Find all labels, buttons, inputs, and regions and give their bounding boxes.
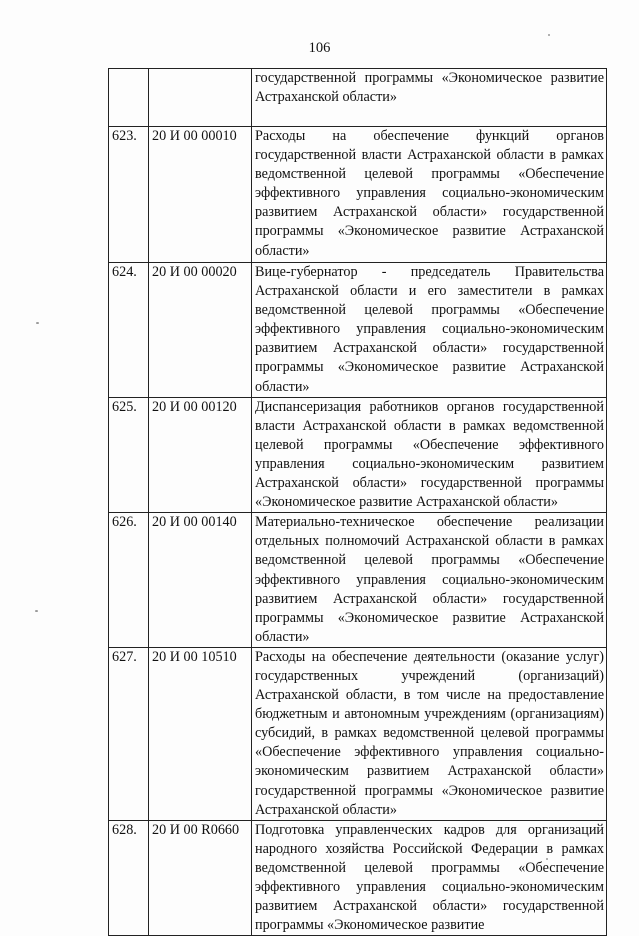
row-number: 625.: [109, 397, 149, 513]
table-row: [109, 69, 607, 127]
table-row: [109, 513, 607, 648]
row-description: Расходы на обеспечение деятельности (оказание услуг) государственных учреждений (организаций) Астраханской области, в том числе на предоставление бюджетным и автономным учреждениям (организациям) субсидий, в рамках ведомственной целевой программы «Обеспечение эффективного управления социально-экономическим развитием Астраханской области» государственной программы «Экономическое развитие Астраханской области»: [252, 647, 607, 820]
row-code: 20 И 00 00010: [149, 127, 252, 263]
row-code: [149, 69, 252, 127]
scan-speck: [548, 34, 550, 36]
row-code: 20 И 00 00120: [149, 397, 252, 513]
row-description: Расходы на обеспечение функций органов государственной власти Астраханской области в рамках ведомственной целевой программы «Обеспечение эффективного управления социально-экономическим развитием Астраханской области» государственной программы «Экономическое развитие Астраханской области»: [252, 127, 607, 263]
row-code: 20 И 00 00140: [149, 513, 252, 648]
row-description: Подготовка управленческих кадров для организаций народного хозяйства Российской Федерации в рамках ведомственной целевой программы «Обеспечение эффективного управления социально-экономическим развитием Астраханской области» государственной программы «Экономическое развитие: [252, 820, 607, 936]
row-description: Вице-губернатор - председатель Правительства Астраханской области и его заместители в рамках ведомственной целевой программы «Обеспечение эффективного управления социально-экономическим развитием Астраханской области» государственной программы «Экономическое развитие Астраханской области»: [252, 263, 607, 398]
row-number: 624.: [109, 263, 149, 398]
row-description: Диспансеризация работников органов государственной власти Астраханской области в рамках ведомственной целевой программы «Обеспечение эффективного управления социально-экономическим развитием Астраханской области» государственной программы «Экономическое развитие Астраханской области»: [252, 397, 607, 513]
table-row: [109, 397, 607, 513]
row-description: Материально-техническое обеспечение реализации отдельных полномочий Астраханской области в рамках ведомственной целевой программы «Обеспечение эффективного управления социально-экономическим развитием Астраханской области» государственной программы «Экономическое развитие Астраханской области»: [252, 513, 607, 648]
scan-speck: [546, 858, 548, 860]
row-code: 20 И 00 R0660: [149, 820, 252, 936]
scan-speck: [35, 610, 38, 612]
page-number: 106: [308, 40, 331, 56]
scan-speck: [36, 322, 39, 324]
table-row: [109, 647, 607, 820]
table-row: [109, 820, 607, 936]
row-code: 20 И 00 10510: [149, 647, 252, 820]
table-row: [109, 263, 607, 398]
row-number: [109, 69, 149, 127]
row-description: государственной программы «Экономическое развитие Астраханской области»: [252, 69, 607, 127]
row-number: 627.: [109, 647, 149, 820]
table-row: [109, 127, 607, 263]
row-number: 628.: [109, 820, 149, 936]
row-code: 20 И 00 00020: [149, 263, 252, 398]
budget-classification-table: [108, 68, 607, 936]
row-number: 623.: [109, 127, 149, 263]
row-number: 626.: [109, 513, 149, 648]
